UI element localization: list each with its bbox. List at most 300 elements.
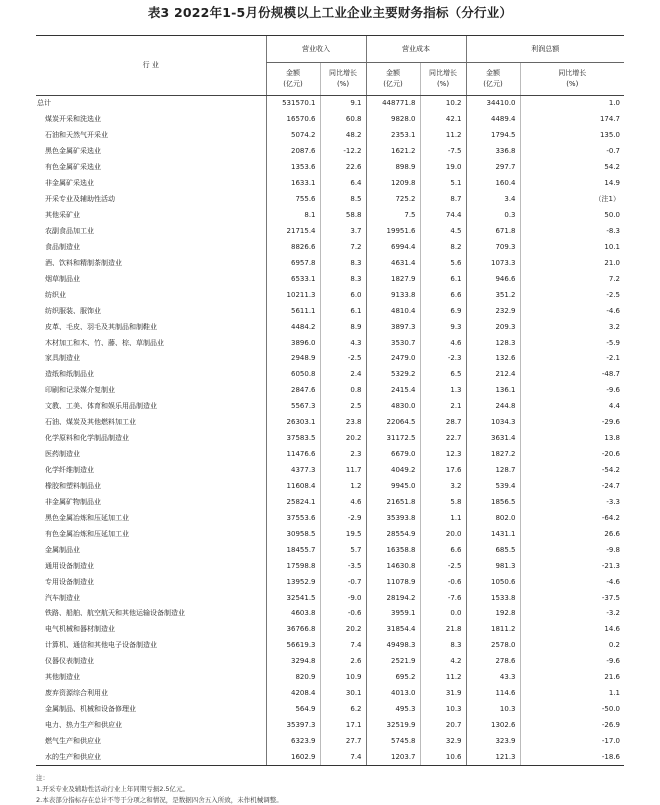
value-cell-prof-g: 14.6: [520, 622, 624, 638]
value-cell-prof-g: -8.3: [520, 224, 624, 240]
value-cell-prof: 128.7: [466, 463, 520, 479]
value-cell-cost-g: 6.6: [420, 542, 466, 558]
industry-name-cell: 化学原料和化学制品制造业: [45, 434, 129, 443]
value-cell-prof: 1050.6: [466, 574, 520, 590]
value-cell-prof: 10.3: [466, 702, 520, 718]
table-row: [36, 526, 624, 542]
header-cost-amount: 金额 (亿元): [366, 63, 420, 96]
value-cell-prof-g: -9.6: [520, 383, 624, 399]
value-cell-prof-g: -26.9: [520, 718, 624, 734]
value-cell-cost: 9828.0: [366, 112, 420, 128]
value-cell-rev-g: 2.5: [320, 399, 366, 415]
value-cell-cost-g: 6.9: [420, 303, 466, 319]
value-cell-prof-g: -2.5: [520, 287, 624, 303]
value-cell-prof: 34410.0: [466, 96, 520, 112]
industry-name-cell: 黑色金属矿采选业: [45, 147, 101, 156]
industry-name-cell: 非金属矿采选业: [45, 179, 94, 188]
value-cell-prof-g: 7.2: [520, 271, 624, 287]
industry-name-cell: 农副食品加工业: [45, 226, 94, 235]
value-cell-cost: 448771.8: [366, 96, 420, 112]
value-cell-prof-g: -4.6: [520, 574, 624, 590]
value-cell-prof-g: -64.2: [520, 510, 624, 526]
financial-indicators-table: [36, 35, 624, 766]
value-cell-cost-g: 10.6: [420, 749, 466, 765]
value-cell-rev: 11608.4: [266, 479, 320, 495]
value-cell-cost-g: 9.3: [420, 319, 466, 335]
notes-label: 注：: [36, 774, 49, 782]
value-cell-rev-g: 23.8: [320, 415, 366, 431]
value-cell-prof-g: 50.0: [520, 208, 624, 224]
value-cell-prof: 981.3: [466, 558, 520, 574]
value-cell-prof: 121.3: [466, 749, 520, 765]
value-cell-rev: 5611.1: [266, 303, 320, 319]
industry-name-cell: 开采专业及辅助性活动: [45, 195, 115, 204]
value-cell-cost: 31854.4: [366, 622, 420, 638]
value-cell-rev-g: 22.6: [320, 160, 366, 176]
value-cell-prof-g: -9.8: [520, 542, 624, 558]
value-cell-rev: 1602.9: [266, 749, 320, 765]
value-cell-rev-g: -0.6: [320, 606, 366, 622]
value-cell-cost: 28194.2: [366, 590, 420, 606]
value-cell-rev-g: 60.8: [320, 112, 366, 128]
industry-name-cell: 食品制造业: [45, 242, 80, 251]
value-cell-prof: 114.6: [466, 686, 520, 702]
value-cell-prof: 539.4: [466, 479, 520, 495]
table-row: [36, 606, 624, 622]
value-cell-rev-g: -2.5: [320, 351, 366, 367]
value-cell-rev: 3896.0: [266, 335, 320, 351]
industry-name-cell: 木材加工和木、竹、藤、棕、草制品业: [45, 338, 164, 347]
table-row: [36, 431, 624, 447]
table-row: [36, 303, 624, 319]
industry-name-cell: 仪器仪表制造业: [45, 657, 94, 666]
value-cell-prof: 160.4: [466, 176, 520, 192]
value-cell-rev: 531570.1: [266, 96, 320, 112]
table-row: [36, 335, 624, 351]
value-cell-rev-g: 58.8: [320, 208, 366, 224]
value-cell-cost: 898.9: [366, 160, 420, 176]
header-rev-yoy: 同比增长 (%): [320, 63, 366, 96]
value-cell-prof-g: 14.9: [520, 176, 624, 192]
industry-name-cell: 铁路、船舶、航空航天和其他运输设备制造业: [45, 609, 185, 618]
value-cell-rev-g: 11.7: [320, 463, 366, 479]
value-cell-prof-g: -9.6: [520, 654, 624, 670]
value-cell-prof: 802.0: [466, 510, 520, 526]
value-cell-prof: 212.4: [466, 367, 520, 383]
header-cost-yoy: 同比增长 (%): [420, 63, 466, 96]
value-cell-rev-g: 6.0: [320, 287, 366, 303]
industry-name-cell: 造纸和纸制品业: [45, 370, 94, 379]
value-cell-rev-g: 48.2: [320, 128, 366, 144]
value-cell-prof: 136.1: [466, 383, 520, 399]
value-cell-cost-g: 6.1: [420, 271, 466, 287]
value-cell-cost-g: 20.0: [420, 526, 466, 542]
table-row: [36, 176, 624, 192]
industry-name-cell: 印刷和记录媒介复制业: [45, 386, 115, 395]
value-cell-cost-g: 12.3: [420, 447, 466, 463]
value-cell-cost: 4810.4: [366, 303, 420, 319]
industry-name-cell: 石油和天然气开采业: [45, 131, 108, 140]
table-row: [36, 686, 624, 702]
header-profit: 利润总额: [466, 36, 624, 63]
table-row: [36, 383, 624, 399]
table-row: [36, 351, 624, 367]
value-cell-rev-g: 1.2: [320, 479, 366, 495]
value-cell-prof: 43.3: [466, 670, 520, 686]
table-row: [36, 510, 624, 526]
value-cell-cost-g: 4.5: [420, 224, 466, 240]
value-cell-prof: 1533.8: [466, 590, 520, 606]
table-row: [36, 638, 624, 654]
value-cell-prof-g: 3.2: [520, 319, 624, 335]
value-cell-cost-g: -2.5: [420, 558, 466, 574]
table-row: [36, 415, 624, 431]
value-cell-rev: 755.6: [266, 192, 320, 208]
value-cell-prof-g: -17.0: [520, 734, 624, 750]
value-cell-cost-g: 74.4: [420, 208, 466, 224]
industry-name-cell: 煤炭开采和洗选业: [45, 115, 101, 124]
value-cell-cost: 5745.8: [366, 734, 420, 750]
value-cell-cost-g: 4.6: [420, 335, 466, 351]
industry-name-cell: 专用设备制造业: [45, 577, 94, 586]
value-cell-prof: 685.5: [466, 542, 520, 558]
value-cell-rev: 8.1: [266, 208, 320, 224]
value-cell-cost-g: -2.3: [420, 351, 466, 367]
value-cell-cost-g: 42.1: [420, 112, 466, 128]
value-cell-cost: 28554.9: [366, 526, 420, 542]
table-row: [36, 494, 624, 510]
industry-name-cell: 家具制造业: [45, 354, 80, 363]
value-cell-cost-g: 0.0: [420, 606, 466, 622]
industry-name-cell: 橡胶和塑料制品业: [45, 481, 101, 490]
value-cell-cost: 2479.0: [366, 351, 420, 367]
table-row: [36, 96, 624, 112]
value-cell-cost: 1209.8: [366, 176, 420, 192]
header-prof-amount: 金额 (亿元): [466, 63, 520, 96]
value-cell-rev-g: 20.2: [320, 431, 366, 447]
value-cell-prof: 278.6: [466, 654, 520, 670]
industry-name-cell: 化学纤维制造业: [45, 466, 94, 475]
value-cell-prof: 351.2: [466, 287, 520, 303]
value-cell-prof: 1856.5: [466, 494, 520, 510]
value-cell-rev: 820.9: [266, 670, 320, 686]
value-cell-cost: 32519.9: [366, 718, 420, 734]
value-cell-cost-g: 8.3: [420, 638, 466, 654]
value-cell-prof-g: -5.9: [520, 335, 624, 351]
industry-name-cell: 总计: [37, 99, 51, 108]
industry-name-cell: 其他采矿业: [45, 211, 80, 220]
table-row: [36, 670, 624, 686]
value-cell-cost-g: 6.5: [420, 367, 466, 383]
value-cell-cost: 3530.7: [366, 335, 420, 351]
industry-name-cell: 通用设备制造业: [45, 561, 94, 570]
value-cell-prof: 3631.4: [466, 431, 520, 447]
value-cell-cost-g: 5.6: [420, 255, 466, 271]
table-row: [36, 271, 624, 287]
value-cell-cost: 7.5: [366, 208, 420, 224]
value-cell-rev-g: 5.7: [320, 542, 366, 558]
value-cell-prof: 323.9: [466, 734, 520, 750]
value-cell-rev-g: 10.9: [320, 670, 366, 686]
value-cell-rev: 4377.3: [266, 463, 320, 479]
value-cell-prof-g: -4.6: [520, 303, 624, 319]
value-cell-rev: 6323.9: [266, 734, 320, 750]
value-cell-rev-g: -2.9: [320, 510, 366, 526]
table-row: [36, 160, 624, 176]
table-row: [36, 447, 624, 463]
value-cell-cost: 21651.8: [366, 494, 420, 510]
value-cell-rev-g: 2.6: [320, 654, 366, 670]
value-cell-prof: 1034.3: [466, 415, 520, 431]
value-cell-rev: 4484.2: [266, 319, 320, 335]
value-cell-rev-g: -0.7: [320, 574, 366, 590]
value-cell-cost-g: 28.7: [420, 415, 466, 431]
industry-name-cell: 废弃资源综合利用业: [45, 689, 108, 698]
value-cell-prof-g: 135.0: [520, 128, 624, 144]
table-row: [36, 479, 624, 495]
note-1: 1.开采专业及辅助性活动行业上年同期亏损2.5亿元。: [36, 785, 190, 793]
value-cell-prof: 1073.3: [466, 255, 520, 271]
table-row: [36, 128, 624, 144]
value-cell-rev-g: 3.7: [320, 224, 366, 240]
value-cell-rev-g: 4.6: [320, 494, 366, 510]
value-cell-prof-g: 1.0: [520, 96, 624, 112]
value-cell-rev: 564.9: [266, 702, 320, 718]
value-cell-prof-g: -2.1: [520, 351, 624, 367]
industry-name-cell: 电力、热力生产和供应业: [45, 721, 122, 730]
value-cell-prof-g: 21.6: [520, 670, 624, 686]
value-cell-cost-g: 5.8: [420, 494, 466, 510]
value-cell-cost-g: -0.6: [420, 574, 466, 590]
value-cell-prof-g: 1.1: [520, 686, 624, 702]
value-cell-rev: 21715.4: [266, 224, 320, 240]
value-cell-prof: 1794.5: [466, 128, 520, 144]
value-cell-prof-g: 13.8: [520, 431, 624, 447]
industry-name-cell: 烟草制品业: [45, 274, 80, 283]
value-cell-cost: 2353.1: [366, 128, 420, 144]
value-cell-rev: 56619.3: [266, 638, 320, 654]
value-cell-rev-g: 27.7: [320, 734, 366, 750]
value-cell-prof-g: 4.4: [520, 399, 624, 415]
value-cell-cost: 49498.3: [366, 638, 420, 654]
value-cell-rev-g: -9.0: [320, 590, 366, 606]
industry-name-cell: 酒、饮料和精制茶制造业: [45, 258, 122, 267]
value-cell-rev: 16570.6: [266, 112, 320, 128]
value-cell-rev-g: 2.3: [320, 447, 366, 463]
value-cell-cost-g: -7.5: [420, 144, 466, 160]
value-cell-cost: 1621.2: [366, 144, 420, 160]
value-cell-cost-g: 8.7: [420, 192, 466, 208]
value-cell-prof: 1302.6: [466, 718, 520, 734]
industry-name-cell: 金属制品业: [45, 545, 80, 554]
table-row: [36, 239, 624, 255]
value-cell-rev: 13952.9: [266, 574, 320, 590]
value-cell-prof: 1827.2: [466, 447, 520, 463]
value-cell-rev: 5074.2: [266, 128, 320, 144]
value-cell-prof-g: -0.7: [520, 144, 624, 160]
value-cell-rev: 11476.6: [266, 447, 320, 463]
industry-name-cell: 燃气生产和供应业: [45, 736, 101, 745]
value-cell-cost: 35393.8: [366, 510, 420, 526]
value-cell-prof: 946.6: [466, 271, 520, 287]
value-cell-prof-g: （注1）: [520, 192, 624, 208]
table-row: [36, 463, 624, 479]
value-cell-prof-g: -48.7: [520, 367, 624, 383]
value-cell-cost-g: 8.2: [420, 239, 466, 255]
value-cell-rev: 17598.8: [266, 558, 320, 574]
industry-name-cell: 文教、工美、体育和娱乐用品制造业: [45, 402, 157, 411]
value-cell-cost: 695.2: [366, 670, 420, 686]
value-cell-cost-g: 11.2: [420, 670, 466, 686]
value-cell-rev: 32541.5: [266, 590, 320, 606]
value-cell-rev-g: 0.8: [320, 383, 366, 399]
value-cell-cost: 9945.0: [366, 479, 420, 495]
value-cell-rev: 4208.4: [266, 686, 320, 702]
value-cell-cost: 4631.4: [366, 255, 420, 271]
value-cell-rev: 6050.8: [266, 367, 320, 383]
value-cell-rev: 1353.6: [266, 160, 320, 176]
value-cell-rev-g: 8.5: [320, 192, 366, 208]
value-cell-cost: 19951.6: [366, 224, 420, 240]
value-cell-cost-g: 21.8: [420, 622, 466, 638]
value-cell-rev: 18455.7: [266, 542, 320, 558]
value-cell-prof-g: -21.3: [520, 558, 624, 574]
value-cell-cost: 4049.2: [366, 463, 420, 479]
value-cell-cost: 5329.2: [366, 367, 420, 383]
table-row: [36, 749, 624, 765]
table-row: [36, 574, 624, 590]
table-row: [36, 734, 624, 750]
value-cell-cost-g: 11.2: [420, 128, 466, 144]
value-cell-prof-g: 0.2: [520, 638, 624, 654]
value-cell-rev-g: 30.1: [320, 686, 366, 702]
value-cell-prof-g: -37.5: [520, 590, 624, 606]
value-cell-rev-g: 8.9: [320, 319, 366, 335]
value-cell-prof-g: -54.2: [520, 463, 624, 479]
value-cell-rev-g: 6.1: [320, 303, 366, 319]
value-cell-prof: 0.3: [466, 208, 520, 224]
value-cell-rev-g: 17.1: [320, 718, 366, 734]
industry-name-cell: 有色金属矿采选业: [45, 163, 101, 172]
table-row: [36, 558, 624, 574]
value-cell-cost: 14630.8: [366, 558, 420, 574]
value-cell-prof-g: -24.7: [520, 479, 624, 495]
value-cell-rev: 6533.1: [266, 271, 320, 287]
value-cell-prof-g: -18.6: [520, 749, 624, 765]
header-prof-yoy: 同比增长 (%): [520, 63, 624, 96]
table-row: [36, 144, 624, 160]
table-row: [36, 702, 624, 718]
value-cell-rev: 37583.5: [266, 431, 320, 447]
value-cell-prof-g: 10.1: [520, 239, 624, 255]
table-row: [36, 112, 624, 128]
value-cell-prof: 128.3: [466, 335, 520, 351]
industry-name-cell: 纺织服装、服饰业: [45, 306, 101, 315]
value-cell-rev-g: 19.5: [320, 526, 366, 542]
table-row: [36, 319, 624, 335]
value-cell-rev-g: 7.4: [320, 749, 366, 765]
value-cell-cost: 3959.1: [366, 606, 420, 622]
value-cell-cost: 725.2: [366, 192, 420, 208]
value-cell-cost-g: 32.9: [420, 734, 466, 750]
value-cell-cost: 11078.9: [366, 574, 420, 590]
value-cell-cost: 1827.9: [366, 271, 420, 287]
industry-name-cell: 计算机、通信和其他电子设备制造业: [45, 641, 157, 650]
industry-name-cell: 黑色金属冶炼和压延加工业: [45, 513, 129, 522]
industry-name-cell: 皮革、毛皮、羽毛及其制品和制鞋业: [45, 322, 157, 331]
industry-name-cell: 有色金属冶炼和压延加工业: [45, 529, 129, 538]
note-2: 2.本表部分指标存在总计不等于分项之和情况，是数据四舍五入所致，未作机械调整。: [36, 796, 283, 804]
value-cell-cost-g: 5.1: [420, 176, 466, 192]
table-row: [36, 654, 624, 670]
value-cell-prof-g: 54.2: [520, 160, 624, 176]
table-row: [36, 287, 624, 303]
value-cell-cost-g: 6.6: [420, 287, 466, 303]
value-cell-cost: 2521.9: [366, 654, 420, 670]
value-cell-cost-g: 2.1: [420, 399, 466, 415]
value-cell-cost: 6994.4: [366, 239, 420, 255]
value-cell-cost: 4830.0: [366, 399, 420, 415]
header-cost: 营业成本: [366, 36, 466, 63]
value-cell-prof: 297.7: [466, 160, 520, 176]
value-cell-prof: 132.6: [466, 351, 520, 367]
value-cell-rev: 3294.8: [266, 654, 320, 670]
industry-name-cell: 非金属矿物制品业: [45, 497, 101, 506]
value-cell-cost: 1203.7: [366, 749, 420, 765]
value-cell-rev-g: 9.1: [320, 96, 366, 112]
value-cell-cost-g: -7.6: [420, 590, 466, 606]
value-cell-rev-g: 8.3: [320, 255, 366, 271]
value-cell-rev-g: 20.2: [320, 622, 366, 638]
value-cell-rev: 8826.6: [266, 239, 320, 255]
value-cell-rev: 2847.6: [266, 383, 320, 399]
value-cell-cost: 4013.0: [366, 686, 420, 702]
value-cell-cost: 31172.5: [366, 431, 420, 447]
industry-name-cell: 电气机械和器材制造业: [45, 625, 115, 634]
value-cell-prof-g: -3.2: [520, 606, 624, 622]
value-cell-prof: 2578.0: [466, 638, 520, 654]
header-industry: 行 业: [36, 36, 266, 96]
value-cell-cost-g: 1.1: [420, 510, 466, 526]
value-cell-prof-g: -3.3: [520, 494, 624, 510]
value-cell-rev: 1633.1: [266, 176, 320, 192]
value-cell-prof-g: 174.7: [520, 112, 624, 128]
value-cell-rev-g: 7.4: [320, 638, 366, 654]
value-cell-rev-g: -12.2: [320, 144, 366, 160]
value-cell-prof-g: -50.0: [520, 702, 624, 718]
value-cell-rev-g: 7.2: [320, 239, 366, 255]
value-cell-cost-g: 10.2: [420, 96, 466, 112]
value-cell-prof: 192.8: [466, 606, 520, 622]
value-cell-cost-g: 1.3: [420, 383, 466, 399]
value-cell-prof: 709.3: [466, 239, 520, 255]
value-cell-rev: 35397.3: [266, 718, 320, 734]
value-cell-prof-g: 21.0: [520, 255, 624, 271]
value-cell-rev-g: 2.4: [320, 367, 366, 383]
value-cell-rev: 6957.8: [266, 255, 320, 271]
table-row: [36, 255, 624, 271]
value-cell-prof: 336.8: [466, 144, 520, 160]
value-cell-cost-g: 17.6: [420, 463, 466, 479]
industry-name-cell: 石油、煤炭及其他燃料加工业: [45, 418, 136, 427]
table-row: [36, 224, 624, 240]
value-cell-rev: 2948.9: [266, 351, 320, 367]
value-cell-prof: 671.8: [466, 224, 520, 240]
value-cell-rev-g: 8.3: [320, 271, 366, 287]
value-cell-prof: 232.9: [466, 303, 520, 319]
table-row: [36, 192, 624, 208]
header-revenue: 营业收入: [266, 36, 366, 63]
